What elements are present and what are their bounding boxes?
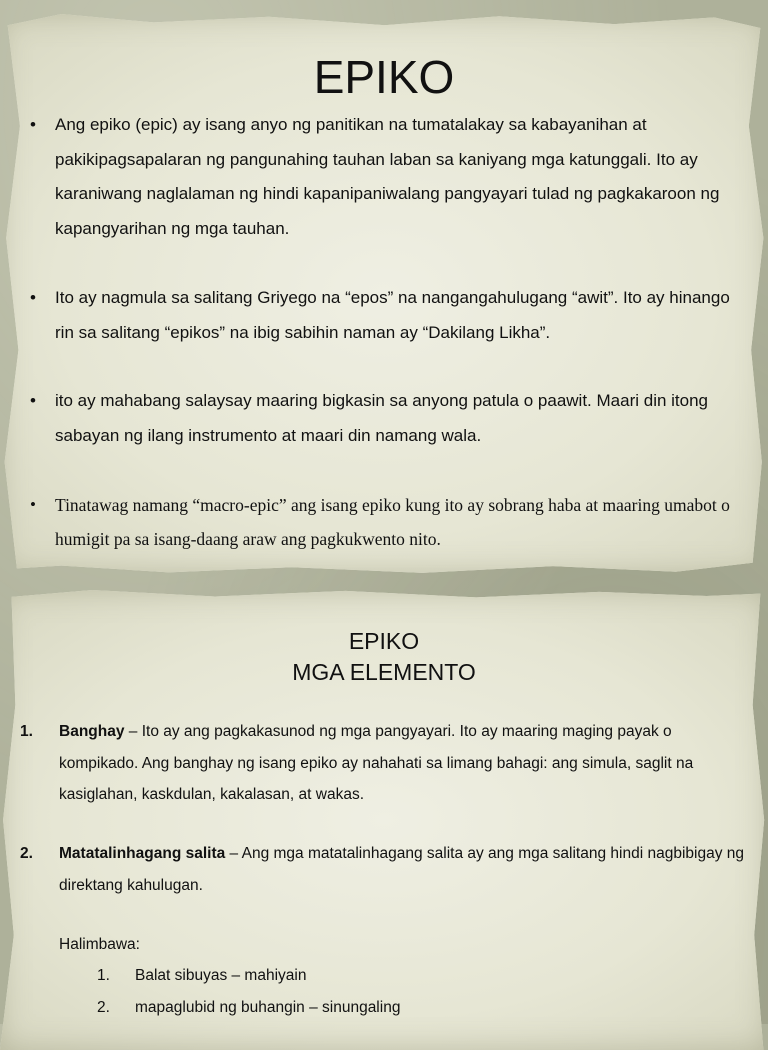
element-term: Matatalinhagang salita bbox=[59, 845, 226, 862]
bullet-text: Ang epiko (epic) ay isang anyo ng panitikan na tumatalakay sa kabayanihan at pakikipagsapalaran ng pangunahing tauhan laban sa kaniyang mga katunggali. Ito ay karaniwang naglalaman ng hindi kapanipaniwalang pangyayari tulad ng pagkakaroon ng kapangyarihan ng mga tauhan. bbox=[55, 115, 720, 238]
element-item-2 bbox=[20, 838, 749, 901]
element-item-1 bbox=[20, 716, 749, 811]
bullet-text: ito ay mahabang salaysay maaring bigkasin sa anyong patula o paawit. Maari din itong sabayan ng ilang instrumento at maari din namang wala. bbox=[55, 391, 709, 445]
bullet-item-4: • Tinatawag namang “macro-epic” ang isang epiko kung ito ay sobrang haba at maaring umabot o humigit pa sa isang-daang araw ang pagkukwento nito. bbox=[30, 495, 730, 549]
example-number-2: 2. bbox=[97, 999, 110, 1016]
bullet-item-1: • Ang epiko (epic) ay isang anyo ng panitikan na tumatalakay sa kabayanihan at pakikipagsapalaran ng pangunahing tauhan laban sa kaniyang mga katunggali. Ito ay karaniwang naglalaman ng hindi kapanipaniwalang pangyayari tulad ng pagkakaroon ng kapangyarihan ng mga tauhan. bbox=[30, 115, 720, 238]
element-text: – Ito ay ang pagkakasunod ng mga pangyayari. Ito ay maaring maging payak o kompikado. Ang banghay ng isang epiko ay nahahati sa limang bahagi: ang simula, saglit na kasiglahan, kaskdulan, kakalasan, at wakas. bbox=[59, 723, 694, 803]
element-number: 1. bbox=[20, 723, 33, 740]
slide-2-title-line-2: MGA ELEMENTO bbox=[292, 659, 476, 685]
example-text-2: mapaglubid ng buhangin – sinungaling bbox=[135, 999, 401, 1016]
bullet-item-2: • Ito ay nagmula sa salitang Griyego na “epos” na nangangahulugang “awit”. Ito ay hinango rin sa salitang “epikos” na ibig sabihin naman ay “Dakilang Likha”. bbox=[30, 288, 730, 342]
example-text-1: Balat sibuyas – mahiyain bbox=[135, 967, 307, 984]
element-text: – Ang mga matatalinhagang salita ay ang mga salitang hindi nagbibigay ng direktang kahulugan. bbox=[59, 845, 744, 894]
bullet-item-3: • ito ay mahabang salaysay maaring bigkasin sa anyong patula o paawit. Maari din itong sabayan ng ilang instrumento at maari din namang wala. bbox=[30, 391, 709, 445]
example-label: Halimbawa: bbox=[59, 936, 140, 953]
bullet-text: Tinatawag namang “macro-epic” ang isang epiko kung ito ay sobrang haba at maaring umabot o humigit pa sa isang-daang araw ang pagkukwento nito. bbox=[55, 495, 730, 549]
slide-1-title: EPIKO bbox=[313, 51, 455, 103]
element-number: 2. bbox=[20, 845, 33, 862]
bullet-text: Ito ay nagmula sa salitang Griyego na “epos” na nangangahulugang “awit”. Ito ay hinango rin sa salitang “epikos” na ibig sabihin naman ay “Dakilang Likha”. bbox=[55, 288, 730, 342]
element-term: Banghay bbox=[59, 723, 125, 740]
slide-2-title-line-1: EPIKO bbox=[348, 628, 420, 654]
slide-2-title bbox=[0, 626, 768, 688]
example-number-1: 1. bbox=[97, 967, 110, 984]
